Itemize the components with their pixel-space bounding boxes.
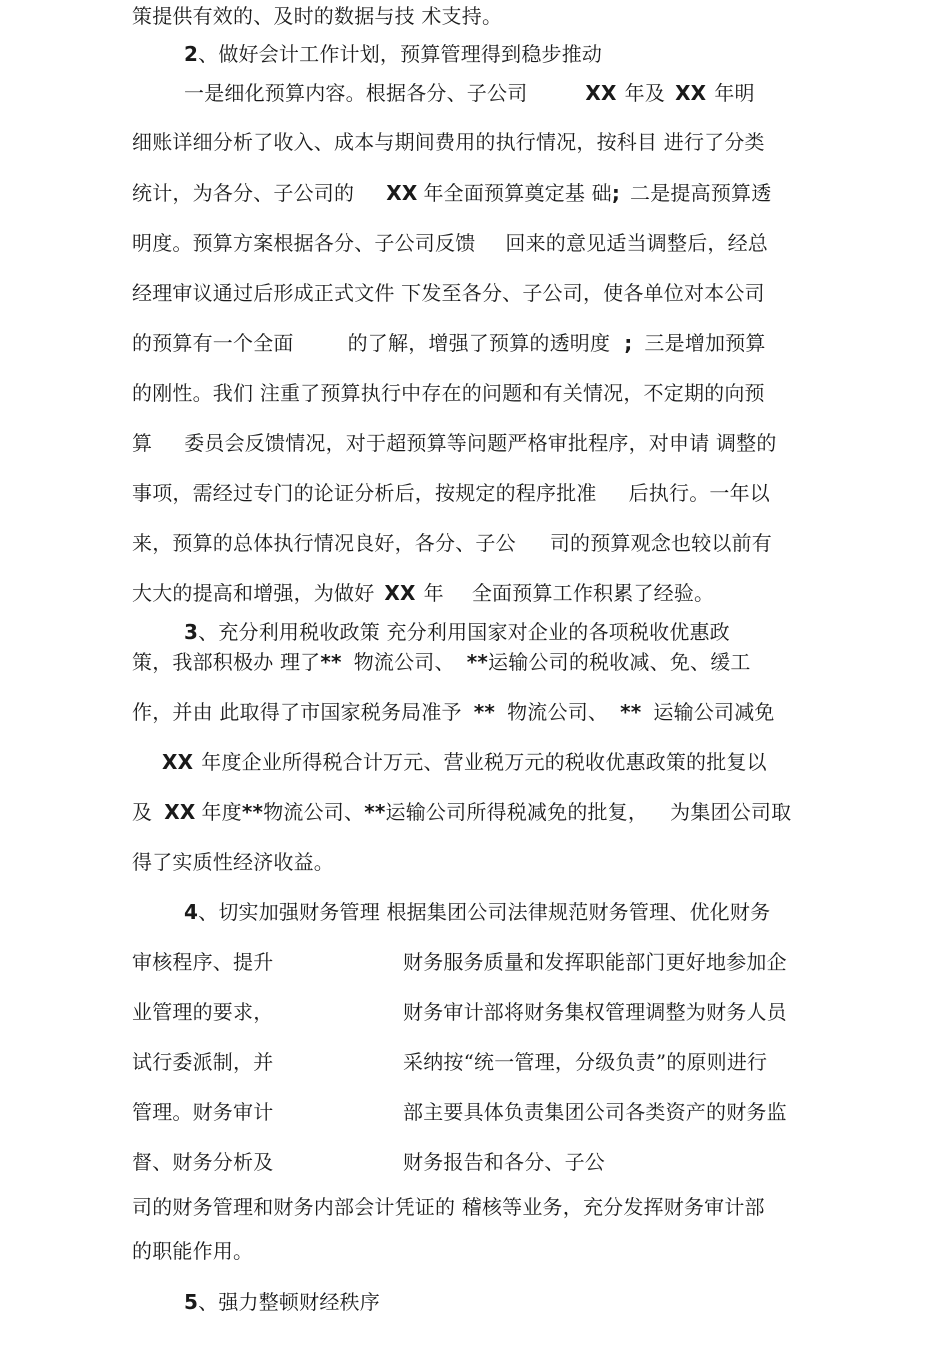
body-line: 事项，需经过专门的论证分析后，按规定的程序批准 后执行。一年以 xyxy=(132,481,771,505)
column-right-text: 财务服务质量和发挥职能部门更好地参加企 xyxy=(403,950,787,974)
section-heading-5: 5、强力整顿财经秩序 xyxy=(184,1290,380,1314)
body-line: 大大的提高和增强，为做好 XX 年 全面预算工作积累了经验。 xyxy=(132,581,715,605)
column-left-text: 管理。财务审计 xyxy=(132,1100,274,1124)
section-heading-4: 4、切实加强财务管理 根据集团公司法律规范财务管理、优化财务 xyxy=(184,900,771,924)
body-line: 统计，为各分、子公司的 XX 年全面预算奠定基 础; 二是提高预算透 xyxy=(132,181,772,205)
body-line: 明度。预算方案根据各分、子公司反馈 回来的意见适当调整后，经总 xyxy=(132,231,769,255)
column-right-text: 部主要具体负责集团公司各类资产的财务监 xyxy=(403,1100,787,1124)
body-line: 经理审议通过后形成正式文件 下发至各分、子公司，使各单位对本公司 xyxy=(132,281,765,305)
body-line: 的预算有一个全面 的了解，增强了预算的透明度 ; 三是增加预算 xyxy=(132,331,766,355)
body-line: 细账详细分析了收入、成本与期间费用的执行情况，按科目 进行了分类 xyxy=(132,130,765,154)
column-right-text: 采纳按“统一管理，分级负责”的原则进行 xyxy=(403,1050,768,1074)
section-heading-3: 3、充分利用税收政策 充分利用国家对企业的各项税收优惠政 xyxy=(184,620,730,644)
column-right-text: 财务报告和各分、子公 xyxy=(403,1150,605,1174)
body-line: 策，我部积极办 理了** 物流公司、 **运输公司的税收减、免、缓工 xyxy=(132,650,751,674)
body-line: 来，预算的总体执行情况良好，各分、子公 司的预算观念也较以前有 xyxy=(132,531,773,555)
column-right-text: 财务审计部将财务集权管理调整为财务人员 xyxy=(403,1000,787,1024)
body-line: 得了实质性经济收益。 xyxy=(132,850,334,874)
column-left-text: 督、财务分析及 xyxy=(132,1150,274,1174)
body-line: 策提供有效的、及时的数据与技 术支持。 xyxy=(132,4,503,28)
body-line: 的职能作用。 xyxy=(132,1239,254,1263)
column-left-text: 试行委派制，并 xyxy=(132,1050,274,1074)
body-line: 的刚性。我们 注重了预算执行中存在的问题和有关情况，不定期的向预 xyxy=(132,381,765,405)
column-left-text: 审核程序、提升 xyxy=(132,950,274,974)
body-line: 算 委员会反馈情况，对于超预算等问题严格审批程序，对申请 调整的 xyxy=(132,431,777,455)
body-line: XX 年度企业所得税合计万元、营业税万元的税收优惠政策的批复以 xyxy=(162,750,767,774)
body-line: 司的财务管理和财务内部会计凭证的 稽核等业务，充分发挥财务审计部 xyxy=(132,1195,765,1219)
body-line: 及 XX 年度**物流公司、**运输公司所得税减免的批复， 为集团公司取 xyxy=(132,800,792,824)
body-line: 一是细化预算内容。根据各分、子公司 XX 年及 XX 年明 xyxy=(184,81,755,105)
body-line: 作，并由 此取得了市国家税务局准予 ** 物流公司、 ** 运输公司减免 xyxy=(132,700,775,724)
section-heading-2: 2、做好会计工作计划，预算管理得到稳步推动 xyxy=(184,42,603,66)
column-left-text: 业管理的要求， xyxy=(132,1000,274,1024)
